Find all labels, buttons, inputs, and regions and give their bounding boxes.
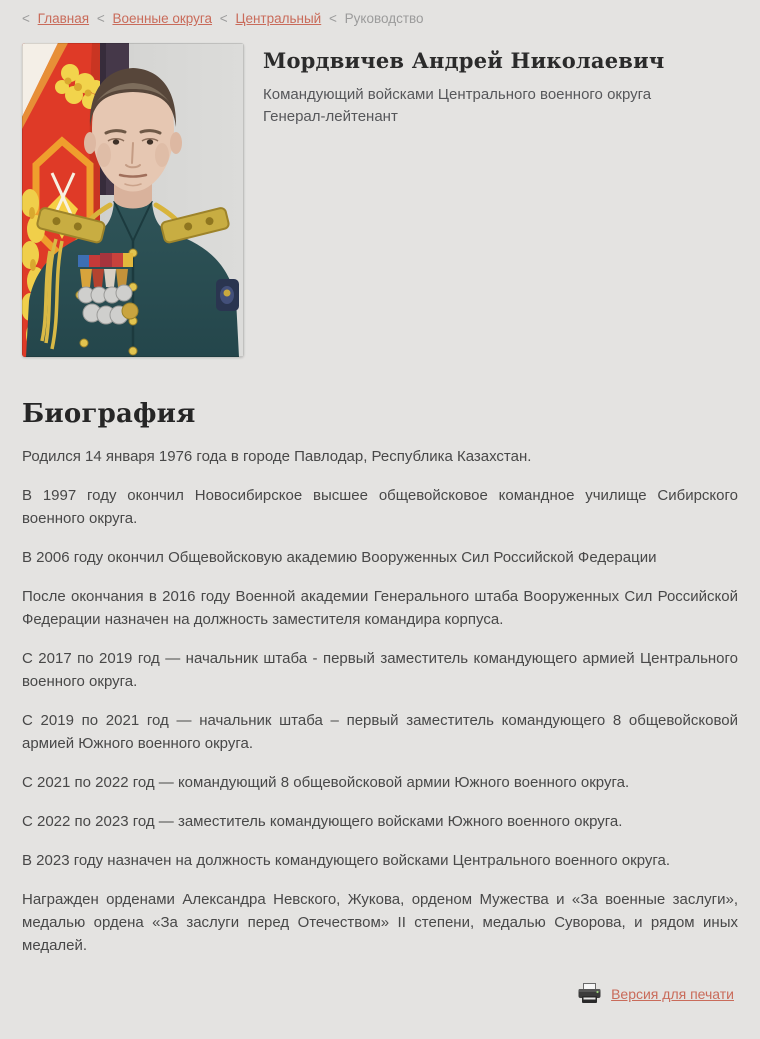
biography-paragraph: После окончания в 2016 году Военной академии Генерального штаба Вооруженных Сил Российской Федерации назначен на должность заместителя командира корпуса. bbox=[22, 588, 738, 628]
breadcrumb-current-leadership: Руководство bbox=[344, 11, 424, 26]
biography-paragraph: С 2019 по 2021 год — начальник штаба – первый заместитель командующего 8 общевойсковой армией Южного военного округа. bbox=[22, 712, 738, 752]
breadcrumb-separator: < bbox=[328, 11, 337, 26]
biography-paragraph: В 2006 году окончил Общевойсковую академию Вооруженных Сил Российской Федерации bbox=[22, 549, 657, 566]
profile-info bbox=[263, 43, 664, 357]
breadcrumb-separator: < bbox=[96, 11, 105, 26]
print-version-link[interactable]: Версия для печати bbox=[611, 985, 734, 1002]
profile-position: Командующий войсками Центрального военного округа bbox=[263, 86, 652, 103]
biography-paragraph: С 2021 по 2022 год — командующий 8 общевойсковой армии Южного военного округа. bbox=[22, 774, 630, 791]
biography-paragraph: В 1997 году окончил Новосибирское высшее общевойсковое командное училище Сибирского военного округа. bbox=[22, 487, 738, 527]
breadcrumb-separator: < bbox=[22, 11, 30, 26]
print-row bbox=[22, 983, 738, 1004]
biography-text bbox=[22, 445, 738, 957]
profile-rank: Генерал-лейтенант bbox=[263, 108, 398, 125]
biography-paragraph: С 2017 по 2019 год — начальник штаба - первый заместитель командующего армией Центрального военного округа. bbox=[22, 650, 738, 690]
profile-header bbox=[22, 43, 738, 357]
profile-name: Мордвичев Андрей Николаевич bbox=[263, 48, 665, 73]
portrait-photo bbox=[22, 43, 244, 357]
biography-heading: Биография bbox=[22, 399, 196, 429]
biography-paragraph: С 2022 по 2023 год — заместитель командующего войсками Южного военного округа. bbox=[22, 813, 623, 830]
biography-paragraph: Родился 14 января 1976 года в городе Павлодар, Республика Казахстан. bbox=[22, 448, 532, 465]
biography-paragraph: В 2023 году назначен на должность командующего войсками Центрального военного округа. bbox=[22, 852, 671, 869]
breadcrumb-separator: < bbox=[219, 11, 228, 26]
printer-icon[interactable] bbox=[577, 983, 602, 1004]
biography-paragraph: Награжден орденами Александра Невского, Жукова, орденом Мужества и «За военные заслуги», медалью ордена «За заслуги перед Отечеством» II степени, медалью Суворова, и рядом иных медалей. bbox=[22, 891, 738, 954]
breadcrumb-link-home[interactable]: Главная bbox=[37, 11, 90, 26]
breadcrumb-link-central[interactable]: Центральный bbox=[235, 11, 322, 26]
breadcrumb bbox=[22, 11, 738, 26]
breadcrumb-link-military-districts[interactable]: Военные округа bbox=[112, 11, 213, 26]
